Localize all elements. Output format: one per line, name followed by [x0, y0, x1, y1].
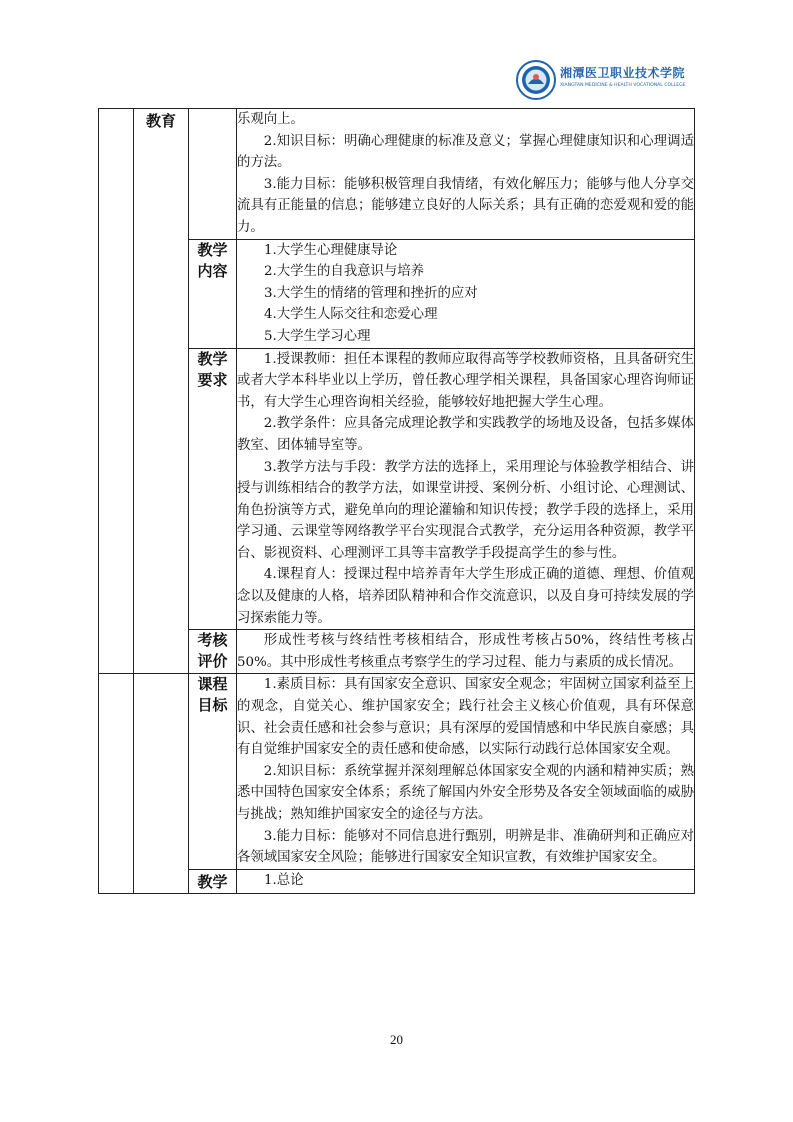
- list-item: 5.大学生学习心理: [264, 328, 371, 344]
- assessment-text: 形成性考核与终结性考核相结合，形成性考核占50%，终结性考核占50%。其中形成性考核重点考察学生的学习过程、能力与素质的成长情况。: [237, 633, 694, 670]
- list-item: 4.大学生人际交往和恋爱心理: [264, 307, 438, 323]
- table-row: [99, 109, 695, 240]
- course-name-cell: 教育: [134, 109, 189, 674]
- assessment-label: 考核 评价: [189, 630, 237, 674]
- content-cell: [237, 869, 695, 893]
- content-label: 教学 内容: [189, 239, 237, 348]
- goals-cell: [237, 674, 695, 869]
- course-number-cell: [99, 674, 134, 893]
- requirement-text: 4.课程育人：授课过程中培养青年大学生形成正确的道德、理想、价值观念以及健康的人格，培养团队精神和合作交流意识，以及自身可持续发展的学习探索能力等。: [237, 567, 694, 626]
- course-number-cell: [99, 109, 134, 674]
- goals-label-cell: [189, 109, 237, 240]
- table-row: [99, 630, 695, 674]
- college-seal-icon: [516, 60, 556, 100]
- requirement-text: 1.授课教师：担任本课程的教师应取得高等学校教师资格，且具备研究生或者大学本科毕业以上学历，曾任教心理学相关课程，具备国家心理咨询师证书，有大学生心理咨询相关经验，能够较好地把握大学生心理。: [237, 351, 694, 410]
- requirements-label: 教学 要求: [189, 348, 237, 630]
- college-logo: [516, 60, 686, 102]
- content-cell: [237, 239, 695, 348]
- requirements-cell: [237, 348, 695, 630]
- content-label: 教学: [189, 869, 237, 893]
- list-item: 1.大学生心理健康导论: [264, 242, 398, 258]
- list-item: 1.总论: [264, 872, 304, 888]
- goals-text: 2.知识目标：明确心理健康的标准及意义；掌握心理健康知识和心理调适的方法。: [237, 133, 694, 171]
- course-table: [98, 108, 695, 894]
- college-name-en: XIANGTAN MEDICINE & HEALTH VOCATIONAL COLLEGE: [560, 83, 686, 88]
- goals-text: 乐观向上。: [237, 112, 304, 127]
- table-row: [99, 674, 695, 869]
- goals-text: 1.素质目标：具有国家安全意识、国家安全观念；牢固树立国家利益至上的观念，自觉关心、维护国家安全；践行社会主义核心价值观，具有环保意识、社会责任感和社会参与意识；具有深厚的爱国情感和中华民族自豪感；具有自觉维护国家安全的责任感和使命感，以实际行动践行总体国家安全观。: [237, 677, 694, 758]
- goals-text: 3.能力目标：能够对不同信息进行甄别，明辨是非、准确研判和正确应对各领域国家安全风险；能够进行国家安全知识宣教，有效维护国家安全。: [237, 828, 694, 866]
- list-item: 3.大学生的情绪的管理和挫折的应对: [264, 285, 478, 301]
- table-row: [99, 239, 695, 348]
- college-name: 湘潭医卫职业技术学院: [560, 66, 686, 80]
- requirement-text: 3.教学方法与手段：教学方法的选择上，采用理论与体验教学相结合、讲授与训练相结合的教学方法，如课堂讲授、案例分析、小组讨论、心理测试、角色扮演等方式，避免单向的理论灌输和知识传授；教学手段的选择上，采用学习通、云课堂等网络教学平台实现混合式教学，充分运用各种资源，教学平台、影视资料、心理测评工具等丰富教学手段提高学生的参与性。: [237, 459, 694, 561]
- page-number: 20: [390, 1032, 403, 1047]
- goals-text: 2.知识目标：系统掌握并深刻理解总体国家安全观的内涵和精神实质；熟悉中国特色国家安全体系；系统了解国内外安全形势及各安全领域面临的威胁与挑战；熟知维护国家安全的途径与方法。: [237, 763, 694, 822]
- requirement-text: 2.教学条件：应具备完成理论教学和实践教学的场地及设备，包括多媒体教室、团体辅导室等。: [237, 416, 694, 453]
- table-row: [99, 348, 695, 630]
- list-item: 2.大学生的自我意识与培养: [264, 264, 425, 280]
- assessment-cell: [237, 630, 695, 674]
- course-name-cell: [134, 674, 189, 893]
- goals-cell: [237, 109, 695, 240]
- goals-text: 3.能力目标：能够积极管理自我情绪，有效化解压力；能够与他人分享交流具有正能量的信息；能够建立良好的人际关系；具有正确的恋爱观和爱的能力。: [237, 176, 694, 235]
- goals-label: 课程 目标: [189, 674, 237, 869]
- table-row: [99, 869, 695, 893]
